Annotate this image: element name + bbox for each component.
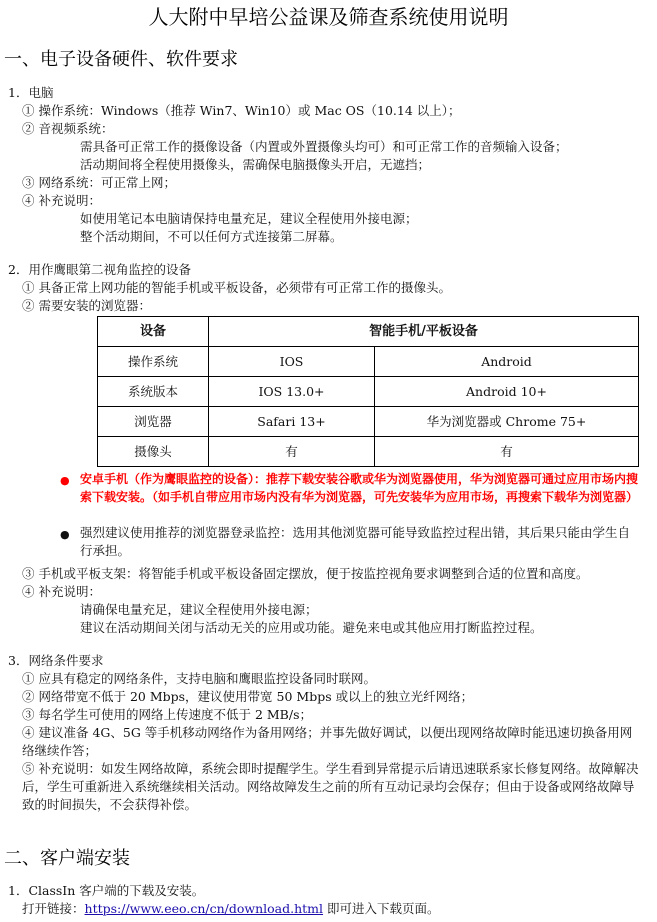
item-monitor-supplement-2: 建议在活动期间关闭与活动无关的应用或功能。避免来电或其他应用打断监控过程。 xyxy=(80,620,543,635)
item-smart-device: ① 具备正常上网功能的智能手机或平板设备，必须带有可正常工作的摄像头。 xyxy=(22,280,451,295)
table-cell: Safari 13+ xyxy=(209,407,375,437)
item-supplement: ④ 补充说明： xyxy=(22,193,101,208)
table-cell: 有 xyxy=(375,437,639,467)
table-row xyxy=(98,407,639,437)
item-monitor-supplement: ④ 补充说明： xyxy=(22,584,101,599)
bullet-icon: ● xyxy=(60,474,70,487)
device-table xyxy=(97,316,639,467)
item-av-detail-2: 活动期间将全程使用摄像头，需确保电脑摄像头开启，无遮挡； xyxy=(80,157,431,172)
item-computer: 1．电脑 xyxy=(8,85,54,100)
item-av-system: ② 音视频系统： xyxy=(22,121,114,136)
item-classin-download: 1．ClassIn 客户端的下载及安装。 xyxy=(8,883,205,898)
table-cell: 系统版本 xyxy=(98,377,209,407)
table-row xyxy=(98,437,639,467)
download-suffix: 即可进入下载页面。 xyxy=(323,901,440,916)
item-monitor-device: 2．用作鹰眼第二视角监控的设备 xyxy=(8,262,191,277)
table-row xyxy=(98,347,639,377)
table-cell: 摄像头 xyxy=(98,437,209,467)
table-cell: 操作系统 xyxy=(98,347,209,377)
download-prefix: 打开链接： xyxy=(22,901,85,916)
table-cell: 浏览器 xyxy=(98,407,209,437)
table-cell: 有 xyxy=(209,437,375,467)
item-os: ① 操作系统：Windows（推荐 Win7、Win10）或 Mac OS（10.14 以上）； xyxy=(22,103,461,118)
item-supplement-2: 整个活动期间，不可以任何方式连接第二屏幕。 xyxy=(80,229,343,244)
android-browser-note: 安卓手机（作为鹰眼监控的设备）：推荐下载安装谷歌或华为浏览器使用，华为浏览器可通过应用市场内搜索下载安装。（如手机自带应用市场内没有华为浏览器，可先安装华为应用市场，再搜索下载华为浏览器） xyxy=(80,472,639,504)
section-heading-hardware: 一、电子设备硬件、软件要求 xyxy=(4,49,238,70)
download-link[interactable]: https://www.eeo.cn/cn/download.html xyxy=(84,901,324,916)
download-line xyxy=(22,900,440,918)
item-network-requirements: 3．网络条件要求 xyxy=(8,653,104,668)
table-header-cell: 设备 xyxy=(98,317,209,347)
page-title: 人大附中早培公益课及筛查系统使用说明 xyxy=(148,5,509,29)
item-browser-required: ② 需要安装的浏览器： xyxy=(22,298,151,313)
item-network-backup: ④ 建议准备 4G、5G 等手机移动网络作为备用网络；并事先做好调试，以便出现网络故障时能迅速切换备用网络继续作答； xyxy=(22,725,633,758)
table-cell: 华为浏览器或 Chrome 75+ xyxy=(375,407,639,437)
item-network-upload: ③ 每名学生可使用的网络上传速度不低于 2 MB/s； xyxy=(22,707,312,722)
item-network-stable: ① 应具有稳定的网络条件，支持电脑和鹰眼监控设备同时联网。 xyxy=(22,671,376,686)
item-monitor-supplement-1: 请确保电量充足，建议全程使用外接电源； xyxy=(80,602,318,617)
item-network-supplement: ⑤ 补充说明：如发生网络故障，系统会即时提醒学生。学生看到异常提示后请迅速联系家长修复网络。故障解决后，学生可重新进入系统继续相关活动。网络故障发生之前的所有互动记录均会保存；但由于设备或网络故障导致的时间损失，不会获得补偿。 xyxy=(22,761,639,812)
item-network-bandwidth: ② 网络带宽不低于 20 Mbps，建议使用带宽 50 Mbps 或以上的独立光纤网络； xyxy=(22,689,474,704)
item-stand: ③ 手机或平板支架：将智能手机或平板设备固定摆放，便于按监控视角要求调整到合适的位置和高度。 xyxy=(22,566,589,581)
table-header-cell: 智能手机/平板设备 xyxy=(209,317,639,347)
table-header-row xyxy=(98,317,639,347)
bullet-icon: ● xyxy=(60,528,70,541)
item-av-detail-1: 需具备可正常工作的摄像设备（内置或外置摄像头均可）和可正常工作的音频输入设备； xyxy=(80,139,568,154)
section-heading-client: 二、客户端安装 xyxy=(4,848,130,869)
table-cell: Android xyxy=(375,347,639,377)
table-cell: IOS 13.0+ xyxy=(209,377,375,407)
item-network-system: ③ 网络系统：可正常上网； xyxy=(22,175,176,190)
item-supplement-1: 如使用笔记本电脑请保持电量充足，建议全程使用外接电源； xyxy=(80,211,418,226)
table-cell: IOS xyxy=(209,347,375,377)
table-cell: Android 10+ xyxy=(375,377,639,407)
table-row xyxy=(98,377,639,407)
browser-recommendation: 强烈建议使用推荐的浏览器登录监控：选用其他浏览器可能导致监控过程出错，其后果只能由学生自行承担。 xyxy=(80,525,631,558)
